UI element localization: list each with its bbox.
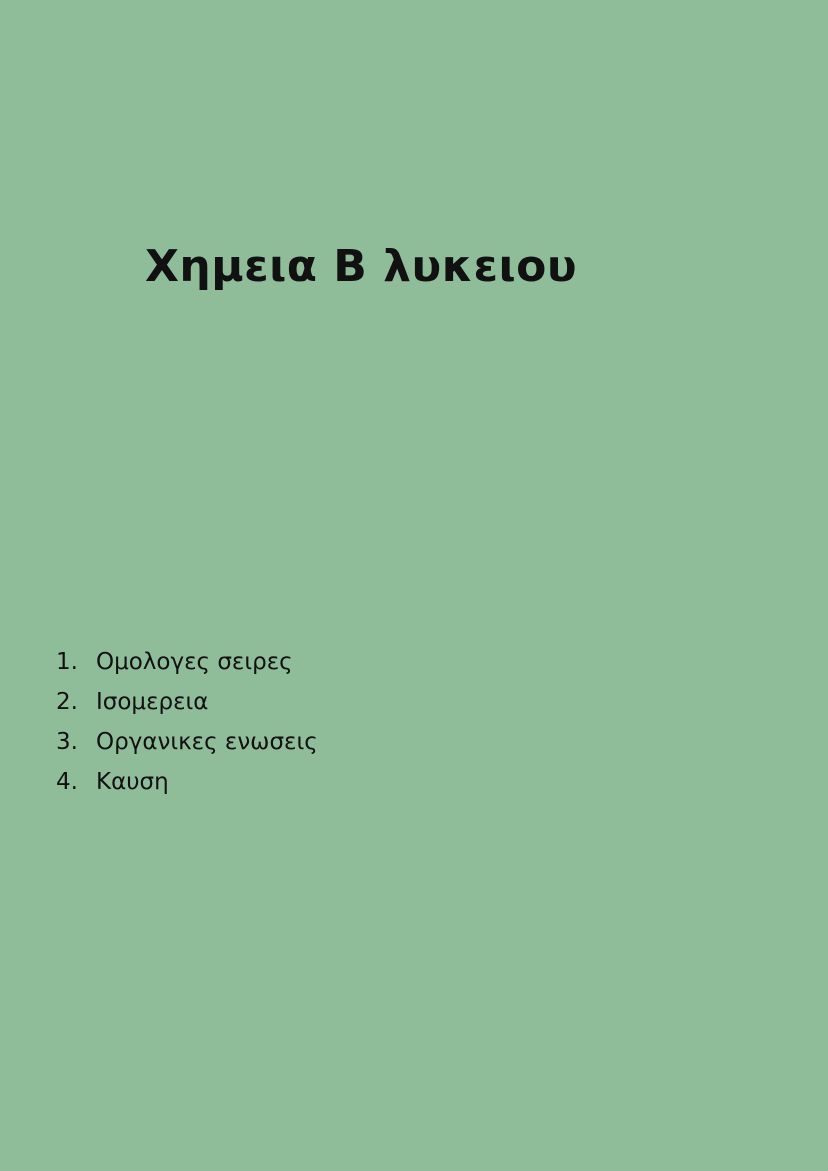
page-title: Χημεια Β λυκειου: [145, 241, 578, 293]
list-item: [56, 642, 556, 682]
list-item-label: Ισομερεια: [96, 689, 209, 715]
list-item-number: 4.: [56, 769, 78, 795]
list-item: [56, 722, 556, 762]
list-item-label: Καυση: [96, 769, 169, 795]
list-item-label: Ομολογες σειρες: [96, 649, 293, 675]
list-item-number: 3.: [56, 729, 78, 755]
list-item-number: 1.: [56, 649, 78, 675]
list-item: [56, 762, 556, 802]
list-item: [56, 682, 556, 722]
list-item-number: 2.: [56, 689, 78, 715]
list-item-label: Οργανικες ενωσεις: [96, 729, 318, 755]
topic-list: [56, 642, 556, 802]
